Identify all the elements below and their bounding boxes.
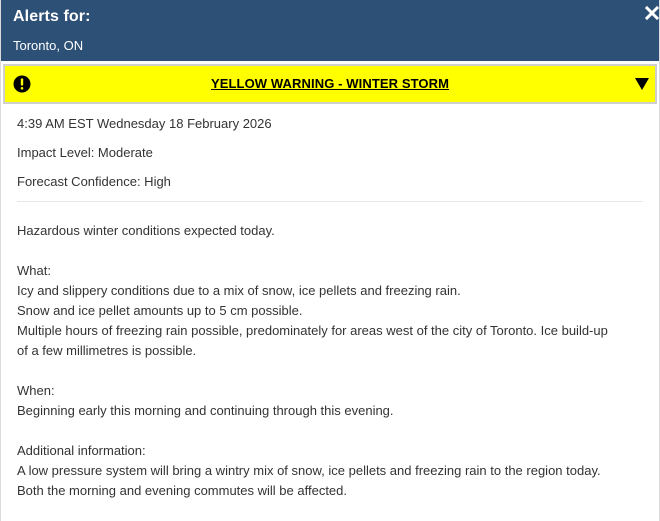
what-line: Icy and slippery conditions due to a mix of snow, ice pellets and freezing rain. [17, 283, 461, 298]
what-line: Multiple hours of freezing rain possible, predominately for areas west of the city of Toronto. Ice build-up [17, 323, 608, 338]
warning-title[interactable]: YELLOW WARNING - WINTER STORM [210, 76, 450, 91]
what-heading: What: [17, 263, 51, 278]
what-line: of a few millimetres is possible. [17, 343, 197, 358]
when-heading: When: [17, 383, 55, 398]
additional-line: Both the morning and evening commutes will be affected. [17, 483, 348, 498]
alerts-header [1, 0, 659, 61]
summary-text: Hazardous winter conditions expected today. [17, 223, 275, 238]
alert-content [1, 114, 659, 501]
alerts-title: Alerts for: [13, 8, 91, 25]
triangle-down-icon[interactable] [635, 77, 649, 91]
alert-body [17, 221, 643, 501]
issued-time: 4:39 AM EST Wednesday 18 February 2026 [17, 116, 272, 131]
additional-line: A low pressure system will bring a wintry mix of snow, ice pellets and freezing rain to the region today. [17, 463, 601, 478]
alerts-location: Toronto, ON [13, 38, 84, 53]
impact-level: Impact Level: Moderate [17, 145, 153, 160]
additional-heading: Additional information: [17, 443, 146, 458]
what-line: Snow and ice pellet amounts up to 5 cm possible. [17, 303, 303, 318]
forecast-confidence: Forecast Confidence: High [17, 174, 171, 189]
close-icon[interactable] [645, 6, 659, 20]
warning-banner[interactable] [3, 64, 657, 104]
when-line: Beginning early this morning and continuing through this evening. [17, 403, 394, 418]
divider [17, 201, 643, 202]
